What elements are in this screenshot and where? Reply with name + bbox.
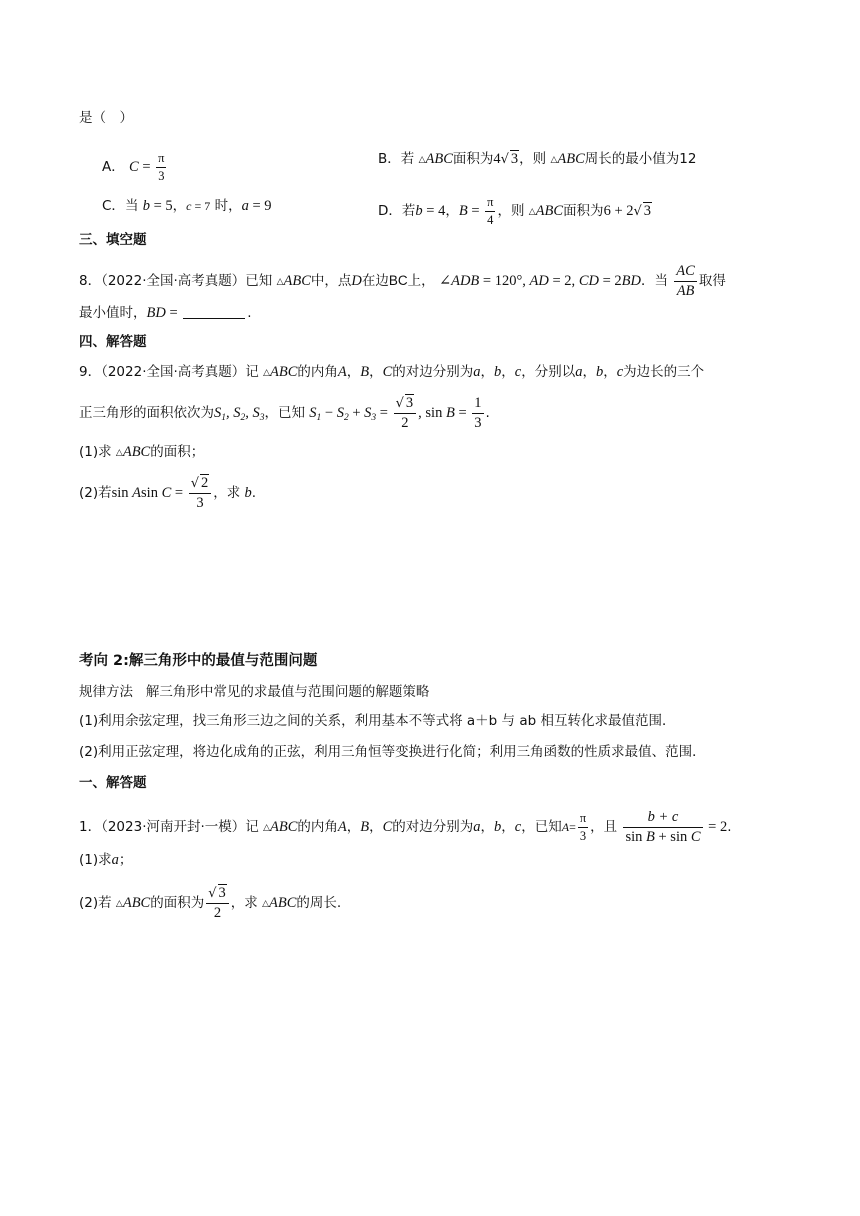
fraction-pi-4: $\frac{\pi}{4}$ [487, 195, 494, 227]
q8-line2: 最小值时，BD = . [79, 305, 252, 321]
option-label: D． [378, 203, 402, 219]
question-text: 求 [98, 852, 112, 868]
question-number: 9． [79, 364, 102, 380]
question-text: 已知 [245, 273, 273, 289]
fraction-sqrt2-3: $\frac{√ 2}{3}$ [189, 476, 212, 510]
question-text: 若 [98, 895, 112, 911]
question-text: 中，点 [310, 273, 352, 289]
fraction-pi-3: $\frac{\pi}{3}$ [579, 811, 587, 843]
question-text: 的面积； [150, 444, 205, 460]
section-heading: 三、填空题 [79, 232, 147, 248]
option-text: ，则 [519, 151, 547, 167]
section-heading: 一、解答题 [79, 775, 147, 791]
question-number: 1． [79, 819, 102, 835]
q8-line1: 8．（2022·全国·高考真题）已知 △ABC中，点D在边BC上， ∠ADB = 120°, AD = 2, CD = 2BD．当 $\frac{AC}{AB}$ 取得 [79, 263, 726, 299]
method-line [79, 686, 429, 700]
fraction-pi-3: $\frac{\pi}{3}$ [158, 151, 165, 183]
question-text: 记 [245, 364, 259, 380]
question-source: （2022·全国·高考真题） [101, 273, 246, 289]
fraction-sqrt3-2: $\frac{√ 3}{2}$ [206, 886, 229, 920]
question-text: 正三角形的面积依次为 [79, 405, 214, 421]
fraction-ratio: $\frac{b + c}{\text{sin B + sin C}}$ [625, 809, 701, 845]
question-text: 的内角 [297, 364, 338, 380]
triangle-abc: △ABC [418, 151, 453, 167]
question-source: （2023·河南开封·一模） [101, 819, 246, 835]
option-text: 周长的最小值为 [584, 151, 680, 167]
q7-stem-tail: 是（ ） [79, 110, 133, 126]
question-text: 在边 [361, 273, 389, 289]
triangle-abc: △ABC [550, 151, 585, 167]
question-text: ，已知 [521, 819, 562, 835]
question-text: 记 [245, 819, 259, 835]
p1-part2: (2)若 △ABC的面积为 $\frac{√ 3}{2}$ ，求 △ABC的周长. [79, 885, 342, 921]
question-text: ，求 [230, 895, 258, 911]
q9-part1: (1)求 △ABC的面积； [79, 444, 205, 460]
question-text: 为边长的三个 [623, 364, 705, 380]
method-label: 规律方法 [79, 684, 133, 700]
part-label: (2) [79, 895, 99, 911]
question-text: 上， [407, 273, 435, 289]
question-text: ．当 [641, 273, 668, 289]
question-text: ，分别以 [521, 364, 576, 380]
fraction-sqrt3-2: $\frac{√ 3}{2}$ [394, 396, 417, 430]
fraction-1-3: $\frac{1}{3}$ [474, 395, 482, 431]
option-value: 12 [679, 151, 697, 167]
question-text: 的内角 [297, 819, 338, 835]
question-text: 的面积为 [150, 895, 205, 911]
q7-option-c: C．当 b = 5，c = 7 时，a = 9 [102, 198, 272, 214]
q7-option-d: D．若b = 4，B = $\frac{\pi}{4}$ ，则 △ABC面积为6 + 2√ 3 [378, 195, 652, 227]
option-text: 若 [400, 151, 415, 167]
q9-line1: 9．（2022·全国·高考真题）记 △ABC的内角A，B，C的对边分别为a，b，c，分别以a，b，c为边长的三个 [79, 364, 705, 380]
part-label: (1) [79, 444, 99, 460]
p1-part1: (1)求a； [79, 852, 133, 868]
question-source: （2022·全国·高考真题） [101, 364, 246, 380]
question-text: 最小值时， [79, 305, 147, 321]
q7-option-a: A． C = $\frac{\pi}{3}$ [102, 151, 165, 183]
question-text: 的对边分别为 [392, 364, 474, 380]
question-text: 求 [98, 444, 112, 460]
question-text: 若 [98, 485, 112, 501]
option-label: C． [102, 198, 125, 214]
math-expression: 4√ 3 [493, 151, 519, 167]
section-heading: 四、解答题 [79, 334, 147, 350]
p1-line1: 1．（2023·河南开封·一模）记 △ABC的内角A，B，C的对边分别为a，b，c，已知A= $\frac{\pi}{3}$ ，且 $\frac{b + c}{\text{sin B + sin C}}$ = 2. [79, 809, 732, 845]
method-point-2: (2)利用正弦定理，将边化成角的正弦，利用三角恒等变换进行化简；利用三角函数的性质求最值、范围． [79, 744, 706, 760]
question-text: ，且 [590, 819, 618, 835]
question-text: ，已知 [264, 405, 305, 421]
q9-part2: (2)若sin Asin C = $\frac{√ 2}{3}$ ，求 b. [79, 475, 257, 511]
part-label: (2) [79, 485, 99, 501]
direction-title: 考向 2:解三角形中的最值与范围问题 [79, 653, 318, 669]
option-label: B． [378, 151, 401, 167]
fraction-ac-ab: $\frac{AC}{AB}$ [676, 263, 695, 299]
q7-option-b [378, 152, 696, 167]
question-text: 取得 [698, 273, 726, 289]
option-text: 面积为 [452, 151, 494, 167]
method-point-1: (1)利用余弦定理，找三角形三边之间的关系，利用基本不等式将 a＋b 与 ab 相互转化求最值范围． [79, 713, 676, 729]
answer-blank[interactable] [183, 317, 245, 319]
q9-line2: 正三角形的面积依次为$S_1$, $S_2$, $S_3$，已知 $S_1 - S_2 + S_3$ = $\frac{√ 3}{2}$ , sin B = $\frac{1}{3}$ . [79, 395, 490, 431]
question-text: ，求 [213, 485, 241, 501]
option-label: A． [102, 159, 125, 175]
math-expression: C [129, 159, 139, 175]
option-text: 若 [401, 203, 416, 219]
part-label: (1) [79, 852, 99, 868]
question-text: 的对边分别为 [392, 819, 474, 835]
option-text: 面积为 [563, 203, 604, 219]
question-text: 的周长. [296, 895, 342, 911]
method-title: 解三角形中常见的求最值与范围问题的解题策略 [145, 684, 430, 700]
question-number: 8． [79, 273, 102, 289]
